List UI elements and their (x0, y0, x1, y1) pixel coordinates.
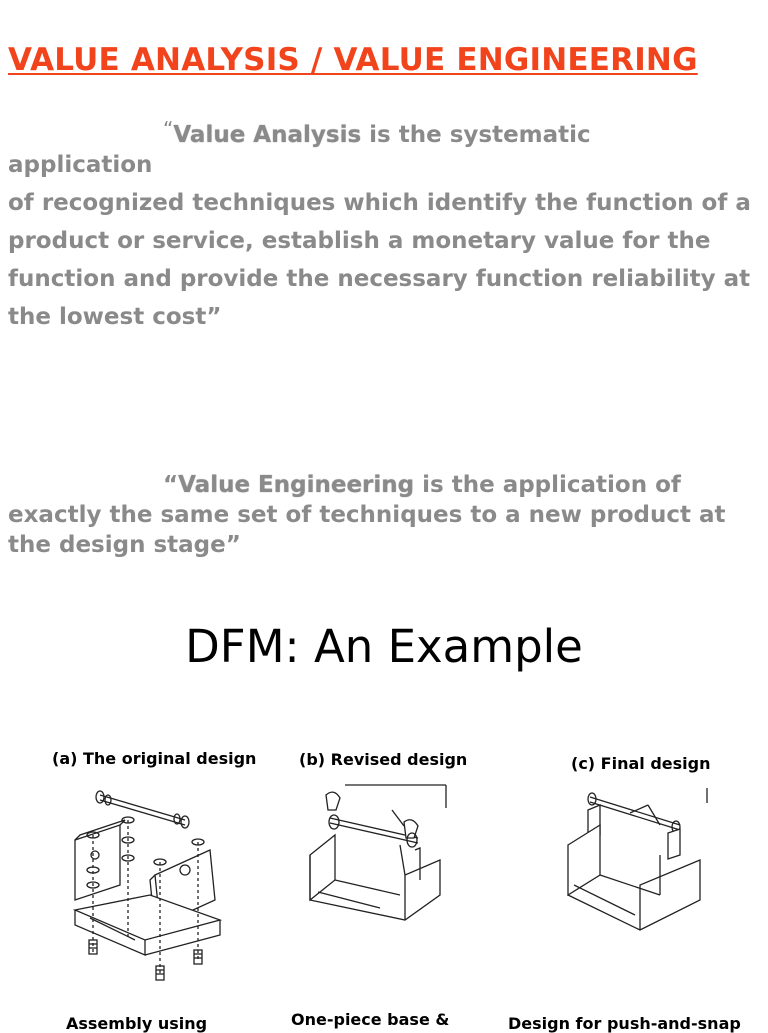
caption-revised-design: (b) Revised design (299, 750, 468, 769)
va-line2: of recognized techniques which identify the function of a (8, 190, 751, 216)
va-term: Value Analysis (173, 122, 362, 148)
caption-original-design: (a) The original design (52, 749, 257, 768)
va-line5: the lowest cost” (8, 304, 222, 330)
va-line1b: application (8, 152, 153, 178)
footer-revised-design: One-piece base & (291, 1010, 450, 1029)
revised-design-illustration (300, 780, 450, 925)
caption-final-design: (c) Final design (571, 754, 711, 773)
va-line1-rest: is the systematic (361, 122, 591, 148)
value-engineering-definition (8, 470, 764, 560)
value-analysis-definition (8, 117, 764, 340)
original-design-illustration (60, 780, 235, 995)
open-quote: “ (163, 117, 174, 141)
dfm-title: DFM: An Example (185, 620, 583, 673)
va-line4: function and provide the necessary function reliability at (8, 266, 751, 292)
final-design-illustration (560, 785, 710, 935)
footer-final-design: Design for push-and-snap (508, 1014, 741, 1033)
ve-open-quote: “ (163, 472, 179, 498)
footer-original-design: Assembly using (66, 1014, 208, 1033)
ve-rest: is the application of exactly the same set of techniques to a new product at the design stage” (8, 472, 726, 558)
ve-term: Value Engineering (178, 472, 415, 498)
page-heading: VALUE ANALYSIS / VALUE ENGINEERING (8, 42, 698, 78)
va-line3: product or service, establish a monetary value for the (8, 228, 711, 254)
